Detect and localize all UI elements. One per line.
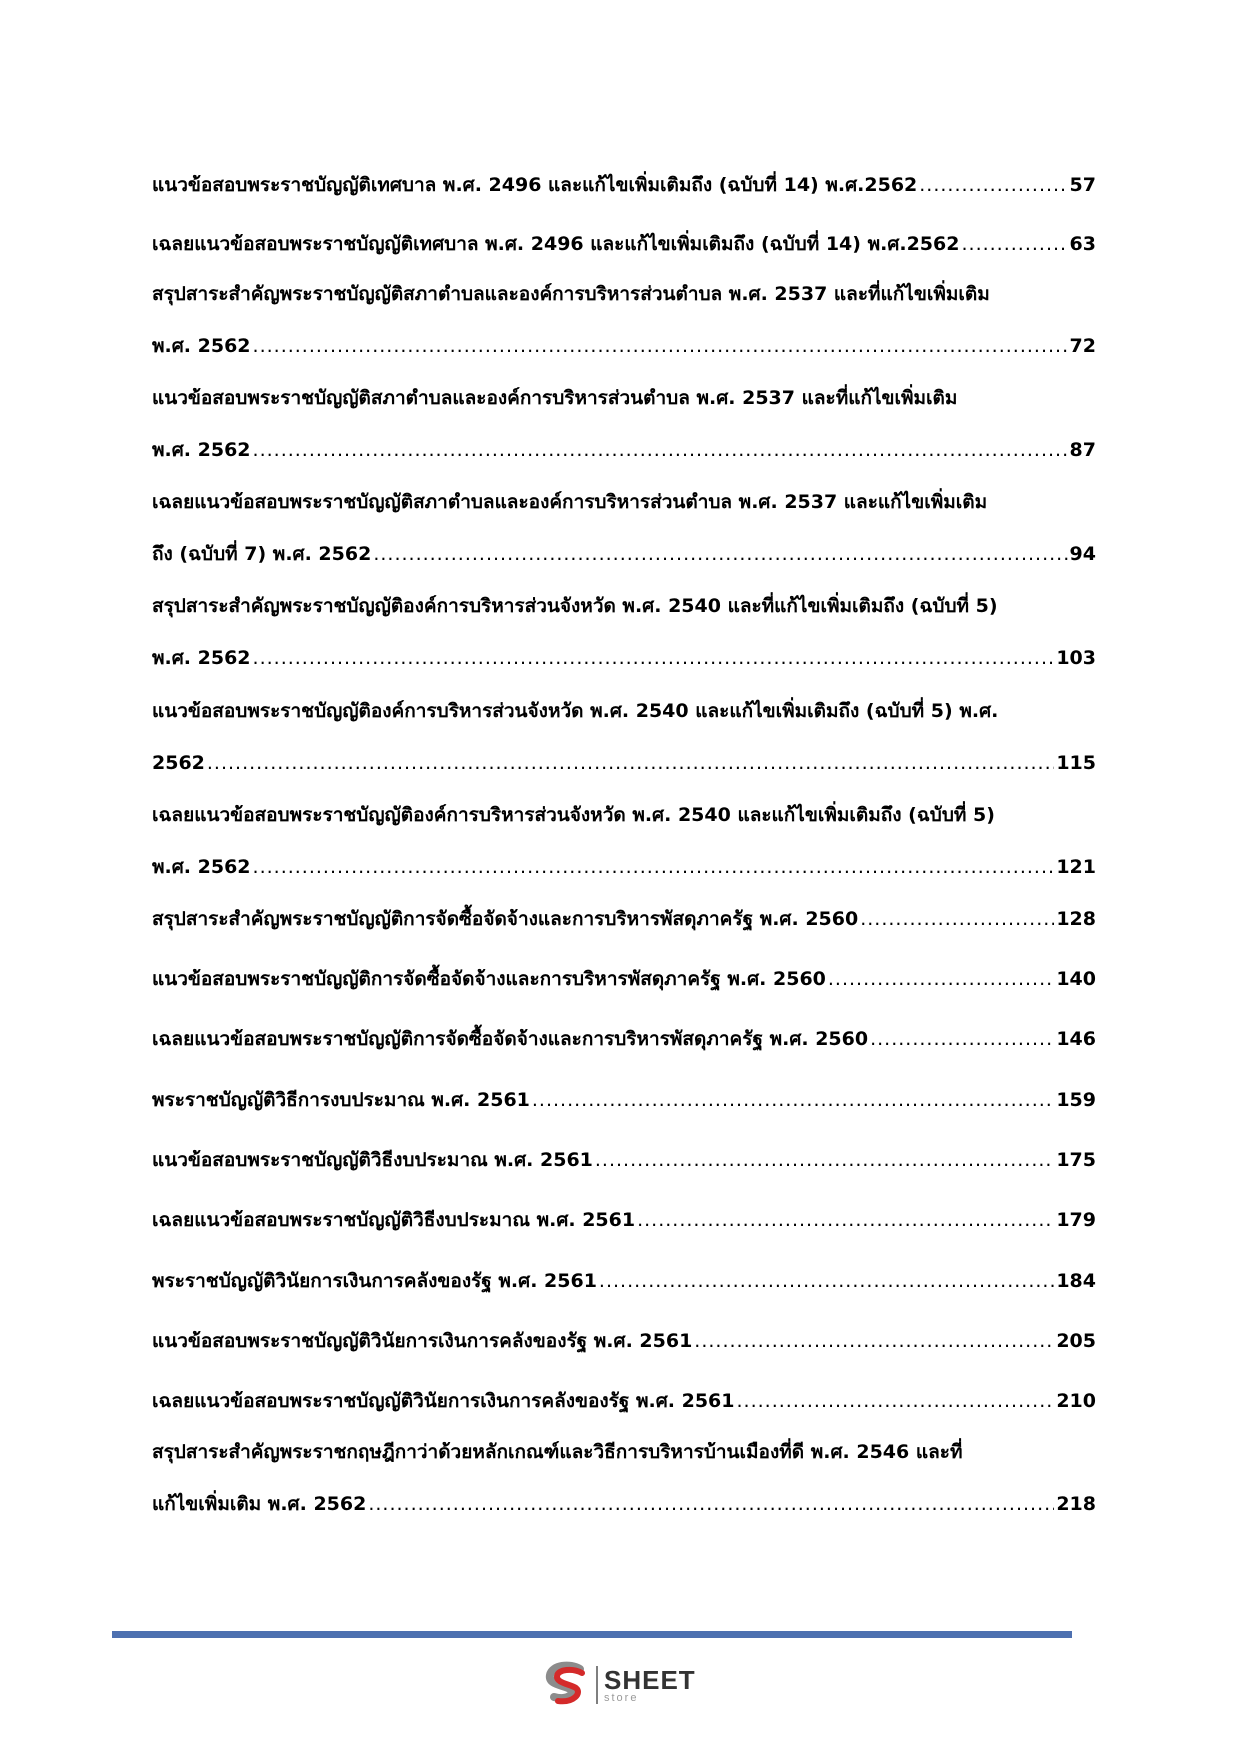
toc-entry-page: 72 <box>1069 335 1096 357</box>
sheet-store-logo <box>540 1660 696 1710</box>
toc-entry[interactable] <box>152 1145 1096 1175</box>
logo-title: SHEET <box>604 1664 696 1695</box>
toc-entry-title: เฉลยแนวข้อสอบพระราชบัญญัติเทศบาล พ.ศ. 2496 และแก้ไขเพิ่มเติมถึง (ฉบับที่ 14) พ.ศ.2562 <box>152 233 960 255</box>
toc-entry-page: 94 <box>1069 543 1096 565</box>
toc-entry-title: ถึง (ฉบับที่ 7) พ.ศ. 2562 <box>152 543 372 565</box>
dot-leader <box>595 1145 1054 1175</box>
toc-entry-title: เฉลยแนวข้อสอบพระราชบัญญัติวิธีงบประมาณ พ.ศ. 2561 <box>152 1209 636 1231</box>
sheet-store-logo-icon <box>540 1661 592 1709</box>
dot-leader <box>694 1326 1054 1356</box>
dot-leader <box>253 435 1068 465</box>
toc-entry-title: พ.ศ. 2562 <box>152 439 251 461</box>
dot-leader <box>860 904 1054 934</box>
toc-entry-title: พ.ศ. 2562 <box>152 856 251 878</box>
toc-entry-page: 115 <box>1056 752 1096 774</box>
logo-separator <box>596 1666 598 1704</box>
toc-entry-title: เฉลยแนวข้อสอบพระราชบัญญัติวินัยการเงินการคลังของรัฐ พ.ศ. 2561 <box>152 1390 735 1412</box>
toc-entry-page: 140 <box>1056 968 1096 990</box>
toc-entry[interactable] <box>152 800 1096 882</box>
toc-entry[interactable] <box>152 1266 1096 1296</box>
dot-leader <box>253 643 1055 673</box>
toc-entry[interactable] <box>152 279 1096 361</box>
dot-leader <box>870 1024 1054 1054</box>
toc-entry-page: 128 <box>1056 908 1096 930</box>
dot-leader <box>253 331 1068 361</box>
toc-entry-title: เฉลยแนวข้อสอบพระราชบัญญัติการจัดซื้อจัดจ้างและการบริหารพัสดุภาครัฐ พ.ศ. 2560 <box>152 1028 869 1050</box>
toc-entry-title: พระราชบัญญัติวิธีการงบประมาณ พ.ศ. 2561 <box>152 1089 530 1111</box>
toc-entry-title: แนวข้อสอบพระราชบัญญัติการจัดซื้อจัดจ้างและการบริหารพัสดุภาครัฐ พ.ศ. 2560 <box>152 968 826 990</box>
toc-entry[interactable] <box>152 1205 1096 1235</box>
toc-entry[interactable] <box>152 1386 1096 1416</box>
dot-leader <box>599 1266 1054 1296</box>
toc-entry-title: แนวข้อสอบพระราชบัญญัติวินัยการเงินการคลังของรัฐ พ.ศ. 2561 <box>152 1330 693 1352</box>
toc-entry-title: พ.ศ. 2562 <box>152 647 251 669</box>
toc-entry-page: 205 <box>1056 1330 1096 1352</box>
logo-subtitle: store <box>604 1691 639 1704</box>
toc-entry-page: 57 <box>1069 174 1096 196</box>
toc-entry-page: 179 <box>1056 1209 1096 1231</box>
toc-entry-page: 218 <box>1056 1493 1096 1515</box>
toc-entry-page: 63 <box>1069 233 1096 255</box>
dot-leader <box>532 1085 1054 1115</box>
toc-entry[interactable] <box>152 591 1096 673</box>
dot-leader <box>919 170 1067 200</box>
toc-entry-title: 2562 <box>152 752 205 774</box>
toc-entry-page: 146 <box>1056 1028 1096 1050</box>
toc-entry[interactable] <box>152 1326 1096 1356</box>
dot-leader <box>828 964 1054 994</box>
toc-entry-page: 184 <box>1056 1270 1096 1292</box>
toc-entry[interactable] <box>152 229 1096 259</box>
dot-leader <box>637 1205 1054 1235</box>
toc-entry-page: 87 <box>1069 439 1096 461</box>
toc-entry-title-line: แนวข้อสอบพระราชบัญญัติสภาตำบลและองค์การบริหารส่วนตำบล พ.ศ. 2537 และที่แก้ไขเพิ่มเติม <box>152 387 958 409</box>
toc-entry[interactable] <box>152 904 1096 934</box>
toc-entry[interactable] <box>152 696 1096 778</box>
toc-entry[interactable] <box>152 1437 1096 1519</box>
toc-entry[interactable] <box>152 383 1096 465</box>
toc-entry-page: 121 <box>1056 856 1096 878</box>
dot-leader <box>253 852 1055 882</box>
toc-entry-page: 103 <box>1056 647 1096 669</box>
toc-entry[interactable] <box>152 1024 1096 1054</box>
toc-entry[interactable] <box>152 1085 1096 1115</box>
toc-entry-title-line: เฉลยแนวข้อสอบพระราชบัญญัติองค์การบริหารส่วนจังหวัด พ.ศ. 2540 และแก้ไขเพิ่มเติมถึง (ฉบับที่ 5) <box>152 804 995 826</box>
dot-leader <box>961 229 1067 259</box>
dot-leader <box>737 1386 1055 1416</box>
toc-entry[interactable] <box>152 170 1096 200</box>
toc-entry-title-line: แนวข้อสอบพระราชบัญญัติองค์การบริหารส่วนจังหวัด พ.ศ. 2540 และแก้ไขเพิ่มเติมถึง (ฉบับที่ 5) พ.ศ. <box>152 700 999 722</box>
toc-entry-page: 210 <box>1056 1390 1096 1412</box>
toc-entry-title: แนวข้อสอบพระราชบัญญัติวิธีงบประมาณ พ.ศ. 2561 <box>152 1149 593 1171</box>
toc-entry[interactable] <box>152 964 1096 994</box>
dot-leader <box>368 1489 1054 1519</box>
toc-entry[interactable] <box>152 487 1096 569</box>
logo-wordmark <box>604 1664 696 1704</box>
toc-entry-title: สรุปสาระสำคัญพระราชบัญญัติการจัดซื้อจัดจ้างและการบริหารพัสดุภาครัฐ พ.ศ. 2560 <box>152 908 859 930</box>
toc-entry-title-line: สรุปสาระสำคัญพระราชกฤษฎีกาว่าด้วยหลักเกณฑ์และวิธีการบริหารบ้านเมืองที่ดี พ.ศ. 2546 และที่ <box>152 1441 963 1463</box>
toc-entry-title: พ.ศ. 2562 <box>152 335 251 357</box>
toc-entry-page: 175 <box>1056 1149 1096 1171</box>
toc-entry-title: พระราชบัญญัติวินัยการเงินการคลังของรัฐ พ.ศ. 2561 <box>152 1270 597 1292</box>
dot-leader <box>373 539 1067 569</box>
toc-entry-page: 159 <box>1056 1089 1096 1111</box>
toc-entry-title-line: สรุปสาระสำคัญพระราชบัญญัติองค์การบริหารส่วนจังหวัด พ.ศ. 2540 และที่แก้ไขเพิ่มเติมถึง (ฉบับที่ 5) <box>152 595 998 617</box>
toc-entry-title: แก้ไขเพิ่มเติม พ.ศ. 2562 <box>152 1493 367 1515</box>
dot-leader <box>207 748 1054 778</box>
toc-entry-title: แนวข้อสอบพระราชบัญญัติเทศบาล พ.ศ. 2496 และแก้ไขเพิ่มเติมถึง (ฉบับที่ 14) พ.ศ.2562 <box>152 174 918 196</box>
toc-entry-title-line: สรุปสาระสำคัญพระราชบัญญัติสภาตำบลและองค์การบริหารส่วนตำบล พ.ศ. 2537 และที่แก้ไขเพิ่มเติม <box>152 283 990 305</box>
toc-entry-title-line: เฉลยแนวข้อสอบพระราชบัญญัติสภาตำบลและองค์การบริหารส่วนตำบล พ.ศ. 2537 และแก้ไขเพิ่มเติม <box>152 491 988 513</box>
footer-divider <box>112 1631 1072 1638</box>
